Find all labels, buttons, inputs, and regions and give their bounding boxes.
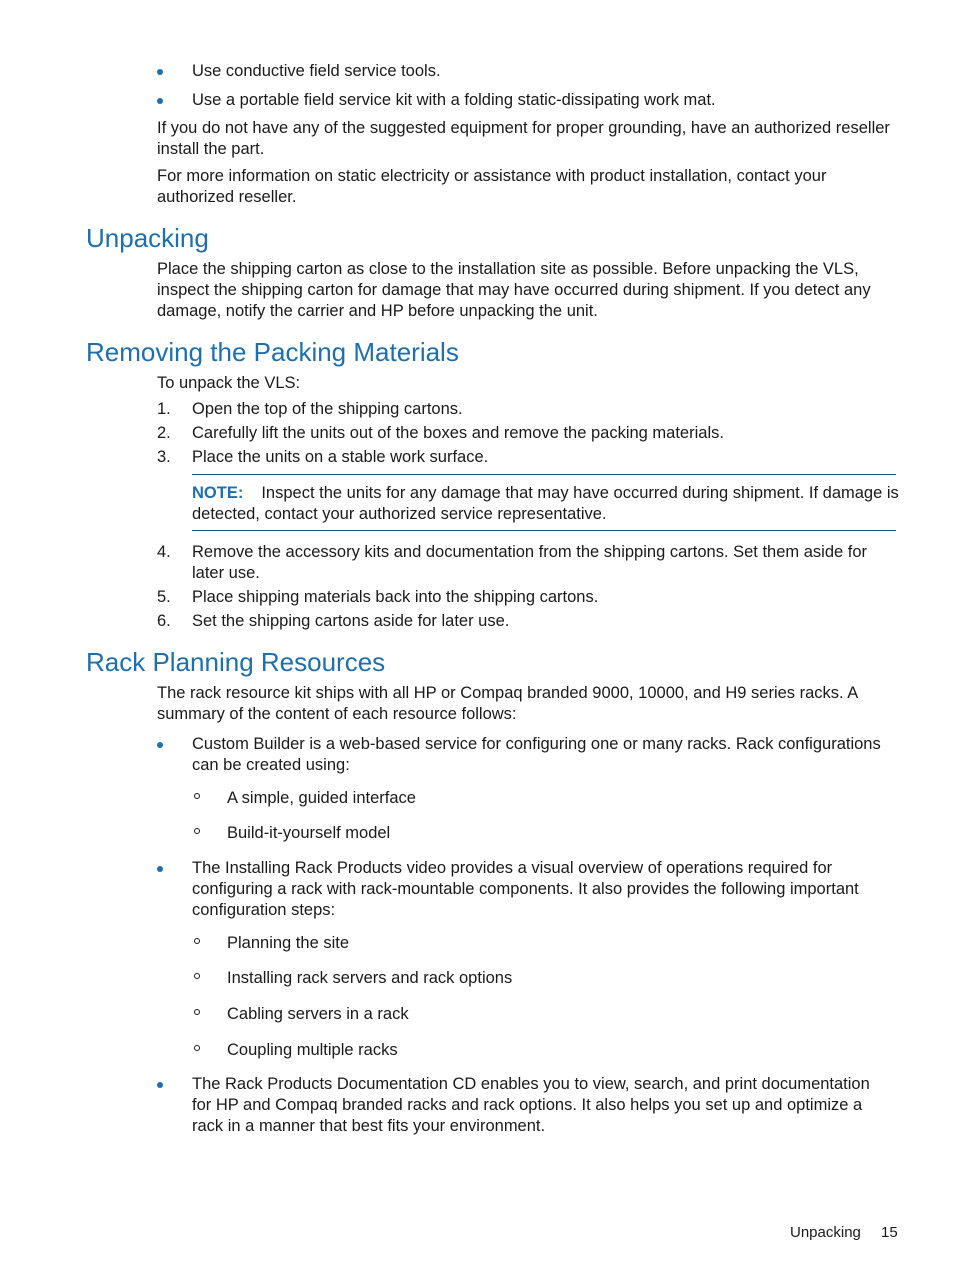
paragraph-static-info: For more information on static electricity or assistance with product installation, contact your authorized reseller. xyxy=(157,167,827,206)
sub-list-item: Planning the site xyxy=(227,934,350,952)
step-number: 2. xyxy=(157,424,171,442)
step-number: 6. xyxy=(157,612,171,630)
paragraph-grounding: If you do not have any of the suggested equipment for proper grounding, have an authorized reseller install the part. xyxy=(157,119,890,158)
paragraph-intro: To unpack the VLS: xyxy=(157,374,301,392)
sub-list-item: Build-it-yourself model xyxy=(227,824,391,842)
note-label: NOTE: xyxy=(192,484,244,502)
sub-list-item: Coupling multiple racks xyxy=(227,1041,398,1059)
circle-bullet-icon xyxy=(194,1045,200,1051)
list-item: The Installing Rack Products video provides a visual overview of operations required for configuring a rack with rack-mountable components. It also provides the following important configuration steps: xyxy=(192,859,859,919)
bullet-icon xyxy=(157,69,163,75)
sub-list-item: Cabling servers in a rack xyxy=(227,1005,409,1023)
paragraph-unpacking: Place the shipping carton as close to the installation site as possible. Before unpacking the VLS, inspect the shipping carton for damage that may have occurred during shipment. If you detect any damage, notify the carrier and HP before unpacking the unit. xyxy=(157,260,871,320)
step-number: 4. xyxy=(157,543,171,561)
step-number: 1. xyxy=(157,400,171,418)
step-text: Remove the accessory kits and documentation from the shipping cartons. Set them aside for later use. xyxy=(192,543,868,582)
sub-list-item: A simple, guided interface xyxy=(227,789,416,807)
circle-bullet-icon xyxy=(194,1009,200,1015)
bullet-icon xyxy=(157,1082,163,1088)
step-number: 3. xyxy=(157,448,171,466)
circle-bullet-icon xyxy=(194,793,200,799)
note-text: Inspect the units for any damage that may have occurred during shipment. If damage is detected, contact your authorized service representative. xyxy=(192,484,899,523)
paragraph-rack-intro: The rack resource kit ships with all HP or Compaq branded 9000, 10000, and H9 series racks. A summary of the content of each resource follows: xyxy=(157,684,858,723)
list-item: The Rack Products Documentation CD enables you to view, search, and print documentation for HP and Compaq branded racks and rack options. It also helps you set up and optimize a rack in a manner that best fits your environment. xyxy=(192,1075,870,1135)
step-text: Open the top of the shipping cartons. xyxy=(192,400,463,418)
footer-section-name: Unpacking xyxy=(790,1224,861,1241)
page-number: 15 xyxy=(881,1224,898,1241)
list-item: Use a portable field service kit with a folding static-dissipating work mat. xyxy=(192,91,716,109)
sub-list-item: Installing rack servers and rack options xyxy=(227,969,513,987)
circle-bullet-icon xyxy=(194,938,200,944)
circle-bullet-icon xyxy=(194,828,200,834)
note-bottom-rule xyxy=(192,530,896,531)
section-heading-rack: Rack Planning Resources xyxy=(86,647,386,677)
note-block xyxy=(192,483,902,525)
step-text: Carefully lift the units out of the boxes and remove the packing materials. xyxy=(192,424,724,442)
circle-bullet-icon xyxy=(194,973,200,979)
step-text: Set the shipping cartons aside for later use. xyxy=(192,612,510,630)
section-heading-unpacking: Unpacking xyxy=(86,223,209,253)
bullet-icon xyxy=(157,866,163,872)
list-item: Use conductive field service tools. xyxy=(192,62,441,80)
note-top-rule xyxy=(192,474,896,475)
section-heading-removing: Removing the Packing Materials xyxy=(86,337,459,367)
list-item: Custom Builder is a web-based service for configuring one or many racks. Rack configurations can be created using: xyxy=(192,735,881,774)
step-number: 5. xyxy=(157,588,171,606)
bullet-icon xyxy=(157,98,163,104)
step-text: Place the units on a stable work surface. xyxy=(192,448,489,466)
bullet-icon xyxy=(157,742,163,748)
step-text: Place shipping materials back into the shipping cartons. xyxy=(192,588,599,606)
